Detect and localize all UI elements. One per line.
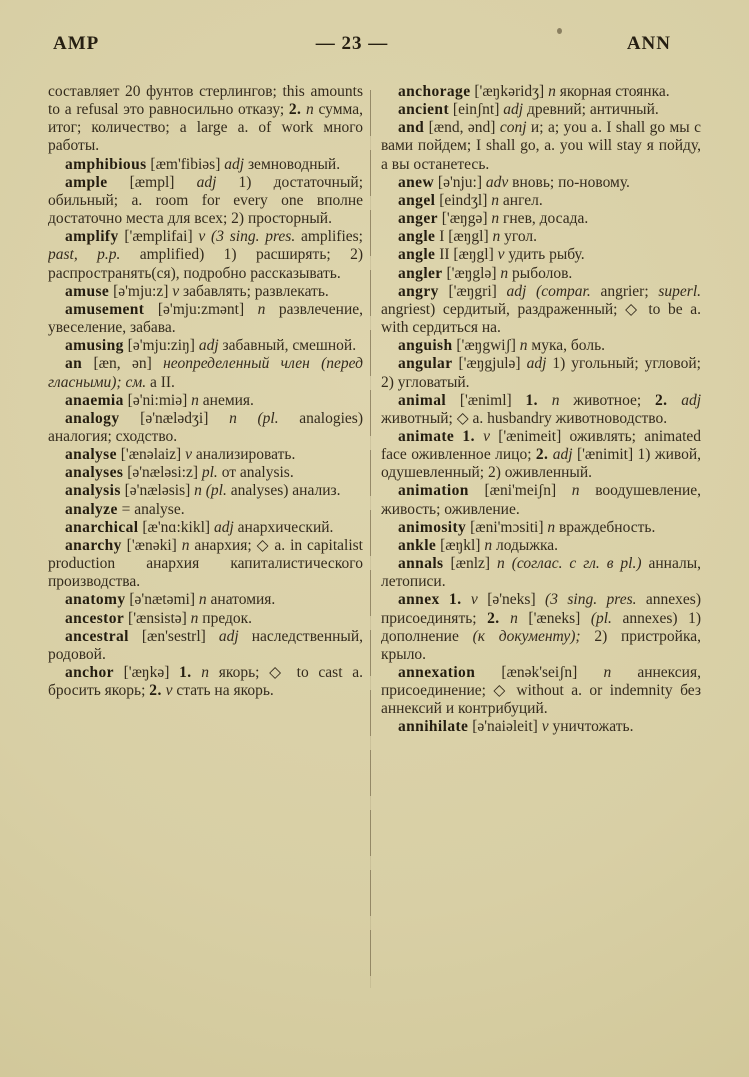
entry-text: мука, боль. — [527, 337, 606, 355]
page-header — [0, 33, 749, 59]
entry-angler — [381, 265, 701, 283]
entry-label-italic: n — [201, 664, 209, 681]
entry-label-italic: n — [519, 337, 528, 355]
entry-ancestor — [48, 610, 363, 628]
entry-label-italic: adj — [224, 155, 245, 173]
entry-text: [ə'mju:z] — [109, 282, 173, 300]
entry-text: [ə'mju:ziŋ] — [123, 337, 199, 355]
entry-text — [500, 610, 511, 627]
entry-text: [æm'fibiəs] — [146, 155, 225, 173]
entry-anchorage — [381, 83, 701, 101]
entry-label-italic: неопределенный член (перед гласными); см. — [48, 355, 363, 391]
entry-angry — [381, 283, 701, 337]
entry-text: ['ænəki] — [121, 536, 182, 554]
headword: animation — [398, 482, 469, 500]
headword: 2. — [535, 446, 549, 464]
headword: angle — [398, 246, 436, 264]
headword: ankle — [398, 536, 437, 554]
entry-text — [461, 591, 470, 608]
entry-annex — [381, 591, 701, 664]
entry-text: якорь; ◇ to cast a. бросить якорь; — [48, 664, 363, 700]
entry-label-italic: (3 sing. pres. — [545, 591, 637, 609]
headword: anarchical — [65, 518, 139, 536]
headword: annex — [398, 591, 440, 609]
entry-text: ['æŋkə] — [113, 664, 180, 681]
entry-label-italic: n — [181, 536, 190, 554]
entry-text: ['ænimeit] оживлять; animated face оживленное лицо; — [381, 427, 701, 464]
headword: 1. — [179, 664, 192, 681]
entry-text: от analysis. — [217, 464, 294, 482]
entry-text: [æŋkl] — [436, 536, 485, 554]
entry-label-italic: past, p.p. — [48, 246, 121, 264]
entry-label-italic: n — [603, 664, 612, 681]
entry-label-italic: v — [497, 246, 505, 264]
entry-text: гнев, досада. — [499, 210, 589, 228]
headword: 2. — [654, 391, 668, 409]
entry-text: анализировать. — [192, 446, 296, 464]
column-right — [381, 83, 701, 998]
headword: analyze — [65, 500, 118, 518]
entry-anarchical — [48, 519, 363, 537]
headword: angle — [398, 228, 436, 246]
headword: analyse — [65, 446, 117, 464]
entry-text: анемия. — [198, 391, 254, 409]
entry-anarchy — [48, 537, 363, 591]
entry-label-italic: n — [551, 391, 560, 409]
entry-text: [ə'ni:miə] — [123, 391, 192, 409]
entry-text: сумма, итог; количество; a large a. of work много работы. — [48, 101, 363, 155]
entry-text: ['æŋgə] — [437, 210, 492, 228]
entry-amplify — [48, 228, 363, 282]
entry-anatomy — [48, 591, 363, 609]
entry-text: analogies) аналогия; сходство. — [48, 409, 363, 445]
entry-text: рыболов. — [508, 264, 573, 282]
entry-text: земноводный. — [244, 155, 341, 173]
entry-amuse — [48, 283, 363, 301]
entry-text: [ænd, ənd] — [424, 119, 500, 137]
entry-text: 1) угольный; угловой; 2) угловатый. — [381, 355, 701, 391]
entry-ancient — [381, 101, 701, 119]
entry-text: лодыжка. — [492, 536, 559, 554]
headword: analysis — [65, 482, 121, 500]
headword: analyses — [65, 464, 124, 482]
entry-text: 1) достаточный; обильный; a. room for every one вполне достаточно места для всех; 2) просторный. — [48, 173, 363, 228]
entry-text: [æn'sestrl] — [128, 627, 219, 645]
headword: 1. — [449, 591, 462, 609]
entry-text: забавлять; развлекать. — [179, 282, 329, 300]
entry-text: уничтожать. — [548, 718, 634, 736]
entry-text: analyses) анализ. — [226, 482, 341, 500]
entry-text: [ə'mju:zmənt] — [144, 300, 258, 318]
entry-text: 2) пристройка, крыло. — [381, 627, 701, 663]
headword: animosity — [398, 518, 467, 536]
headword: animate — [398, 427, 455, 445]
headword: amusing — [65, 337, 124, 355]
entry-annals — [381, 555, 701, 591]
headword: anguish — [398, 337, 453, 355]
entry-text: ['ænimit] 1) живой, одушевленный; 2) оживленный. — [381, 446, 701, 482]
entry-text: annexes) 1) дополнение — [381, 609, 701, 645]
entry-text: и; а; you a. I shall go мы с вами пойдем; I shall go, a. you will stay я пойду, а вы останетесь. — [381, 119, 701, 173]
headword: ample — [65, 173, 108, 191]
entry-text: [ə'naiəleit] — [468, 718, 542, 736]
entry-text: ['æŋgri] — [438, 282, 507, 300]
column-left — [48, 83, 363, 998]
entry-label-italic: (pl. — [590, 609, 612, 627]
entry-text: анатомия. — [206, 591, 276, 609]
entry-label-italic: adj — [503, 101, 524, 119]
headword: 2. — [487, 609, 500, 627]
entry-label-italic: n — [491, 210, 500, 228]
entry-label-italic: adj — [196, 173, 217, 191]
entry-text: враждебность. — [555, 518, 656, 536]
entry-label-italic: v — [470, 591, 478, 609]
entry-an — [48, 355, 363, 391]
entry-text: угол. — [500, 228, 537, 246]
headword: an — [65, 355, 83, 373]
headword: amphibious — [65, 155, 147, 173]
headword: anaemia — [65, 391, 124, 409]
entry-text: [eindʒl] — [435, 191, 492, 209]
headword: annihilate — [398, 718, 469, 736]
entry-analyze — [48, 501, 363, 519]
entry-text: [ə'neks] — [477, 591, 546, 609]
entry-animal — [381, 392, 701, 428]
entry-label-italic: v — [541, 718, 549, 736]
entry-ample — [48, 174, 363, 228]
entry-text: животное; — [559, 391, 655, 409]
headword: anger — [398, 210, 438, 228]
entry-label-italic: n (pl. — [229, 409, 279, 427]
entry-anchor — [48, 664, 363, 700]
entry-text: аннексия, присоединение; ◇ without a. or indemnity без аннексий и контрибуций. — [381, 664, 701, 718]
entry-text: annexes) присоединять; — [381, 591, 701, 627]
entry-label-italic: n — [571, 482, 580, 500]
entry-angular — [381, 355, 701, 391]
headword: amuse — [65, 282, 110, 300]
entry-text: [æn, ən] — [82, 355, 164, 373]
entry-label-italic: v — [165, 682, 173, 700]
entry-label-italic: n — [510, 609, 518, 627]
entry-and — [381, 119, 701, 173]
entry-label-italic: n — [491, 191, 500, 209]
entry-text: ангел. — [499, 191, 543, 209]
headword: 2. — [288, 101, 302, 119]
entry-label-italic: superl. — [658, 282, 701, 300]
entry-text: [æ'nɑ:kikl] — [138, 518, 214, 536]
entry-text: составляет 20 фунтов стерлингов; this amounts to a refusal это равносильно отказу; — [48, 83, 363, 119]
entry-analyse — [48, 446, 363, 464]
entry-text: [ænək'seiʃn] — [475, 664, 604, 681]
headword: annals — [398, 555, 444, 573]
entry-amphibious — [48, 156, 363, 174]
entry-text: amplifies; — [295, 228, 363, 246]
entry-text: [ə'næləsi:z] — [123, 464, 202, 482]
entry-label-italic: v — [172, 282, 180, 300]
entry-text: ['æmplifai] — [118, 228, 199, 246]
entry-text: II [æŋgl] — [435, 246, 498, 264]
entry-label-italic: v (3 sing. pres. — [198, 228, 296, 246]
entry-label-italic: (к документу); — [472, 627, 581, 645]
guide-word-left: AMP — [53, 33, 100, 54]
headword: amplify — [65, 228, 119, 246]
entry-text: [ænlz] — [443, 555, 498, 573]
entry-text: ['æniml] — [446, 391, 526, 409]
entry-text: I [æŋgl] — [435, 228, 493, 246]
headword: and — [398, 119, 425, 137]
entry-label-italic: n — [198, 591, 207, 609]
page-number: — 23 — — [315, 33, 389, 54]
headword: anchor — [65, 664, 114, 681]
entry-anew — [381, 174, 701, 192]
entry-text: ['æneks] — [517, 609, 591, 627]
entry-label-italic: adj — [213, 518, 234, 536]
entry-text: ['æŋgjulə] — [452, 355, 527, 373]
headword: angular — [398, 355, 453, 373]
entry-text: ['æŋglə] — [442, 264, 501, 282]
entry-text: amplified) 1) расширять; 2) распространять(ся), подробно рассказывать. — [48, 246, 363, 282]
headword: angel — [398, 191, 436, 209]
entry-analogy — [48, 410, 363, 446]
entry-text: развлечение, увеселение, забава. — [48, 300, 363, 337]
headword: amusement — [65, 300, 145, 318]
entry-text: a II. — [146, 373, 175, 391]
column-divider-rule — [370, 90, 371, 988]
entry-text: вновь; по-новому. — [508, 173, 630, 191]
entry-label-italic: pl. — [201, 464, 218, 482]
entry-anguish — [381, 337, 701, 355]
entry-text: наследственный, родовой. — [48, 627, 363, 663]
entry-text: анналы, летописи. — [381, 555, 701, 591]
entry-text: [æni'mɔsiti] — [466, 518, 548, 536]
entry-text — [667, 392, 681, 409]
entry-analysis — [48, 482, 363, 500]
entry-label-italic: n — [492, 228, 501, 246]
entry-label-italic: adv — [485, 173, 509, 191]
entry-ankle — [381, 537, 701, 555]
entry-label-italic: n — [484, 536, 493, 554]
entry-text: = analyse. — [117, 500, 185, 518]
headword: 1. — [525, 391, 538, 409]
entry-text: ['ænəlaiz] — [116, 446, 186, 464]
entry-amount-continuation — [48, 83, 363, 156]
headword: animal — [398, 391, 447, 409]
entry-text: [æmpl] — [107, 173, 197, 191]
entry-label-italic: n (соглас. с гл. в pl.) — [497, 555, 642, 573]
headword: ancestral — [65, 627, 129, 645]
entry-text: древний; античный. — [523, 101, 659, 119]
entry-annexation — [381, 664, 701, 718]
entry-amusement — [48, 301, 363, 337]
entry-anger — [381, 210, 701, 228]
entry-label-italic: n — [191, 391, 199, 409]
entry-angel — [381, 192, 701, 210]
entry-text: анархия; ◇ a. in capitalist production анархия капиталистического производства. — [48, 536, 363, 591]
headword: angry — [398, 282, 439, 300]
entry-label-italic: n — [257, 300, 266, 318]
entry-ancestral — [48, 628, 363, 664]
entry-text: воодушевление, живость; оживление. — [381, 482, 701, 518]
entry-anaemia — [48, 392, 363, 410]
entry-text: [ə'nju:] — [434, 173, 486, 191]
entry-text — [440, 591, 449, 608]
headword: annexation — [398, 664, 476, 681]
headword: anarchy — [65, 536, 122, 554]
headword: analogy — [65, 409, 120, 427]
entry-text: angrier; — [590, 282, 659, 300]
headword: anew — [398, 173, 435, 191]
entry-label-italic: n — [547, 518, 556, 536]
entry-text: удить рыбу. — [504, 246, 585, 264]
guide-word-right: ANN — [626, 33, 671, 54]
headword: anchorage — [398, 83, 471, 100]
entry-angle-i — [381, 228, 701, 246]
entry-label-italic: n — [306, 101, 314, 119]
entry-text: [ə'næləsis] — [120, 482, 195, 500]
entry-label-italic: n — [190, 609, 199, 627]
entry-label-italic: adj (compar. — [506, 282, 591, 300]
entry-text: якорная стоянка. — [555, 83, 670, 100]
entry-label-italic: adj — [681, 391, 701, 409]
entry-text: [ə'nælədʒi] — [119, 409, 230, 427]
entry-text: животный; ◇ a. husbandry животноводство. — [381, 409, 668, 427]
entry-text — [538, 392, 552, 409]
entry-text — [475, 428, 483, 445]
entry-text: стать на якорь. — [172, 682, 274, 700]
entry-label-italic: v — [185, 446, 192, 464]
headword: anatomy — [65, 591, 126, 609]
entry-annihilate — [381, 718, 701, 736]
entry-text: анархический. — [233, 518, 334, 536]
entry-text: предок. — [198, 609, 253, 627]
entry-label-italic: n (pl. — [194, 482, 227, 500]
entry-text: ['æŋkəridʒ] — [470, 83, 549, 100]
entry-label-italic: conj — [499, 119, 527, 137]
entry-label-italic: adj — [552, 446, 573, 464]
entry-amusing — [48, 337, 363, 355]
headword: ancient — [398, 101, 450, 119]
entry-text: angriest) сердитый, раздраженный; ◇ to be a. with сердиться на. — [381, 300, 701, 337]
entry-text — [192, 664, 202, 681]
headword: 1. — [462, 427, 475, 445]
headword: ancestor — [65, 609, 125, 627]
entry-label-italic: n — [548, 83, 556, 100]
entry-animation — [381, 482, 701, 518]
headword: angler — [398, 264, 443, 282]
entry-text: ['æŋgwiʃ] — [452, 337, 520, 355]
entry-text: [ə'nætəmi] — [125, 591, 199, 609]
headword: 2. — [149, 682, 162, 700]
entry-label-italic: v — [483, 427, 490, 445]
entry-label-italic: n — [500, 264, 509, 282]
entry-text: забавный, смешной. — [218, 337, 357, 355]
entry-label-italic: adj — [218, 627, 239, 645]
entry-text: [einʃnt] — [449, 101, 504, 119]
entry-animate — [381, 428, 701, 482]
entry-text: [æni'meiʃn] — [468, 482, 572, 500]
entry-label-italic: adj — [526, 355, 547, 373]
entry-angle-ii — [381, 246, 701, 264]
entry-animosity — [381, 519, 701, 537]
entry-text: ['ænsistə] — [124, 609, 191, 627]
entry-analyses — [48, 464, 363, 482]
entry-label-italic: adj — [198, 337, 219, 355]
